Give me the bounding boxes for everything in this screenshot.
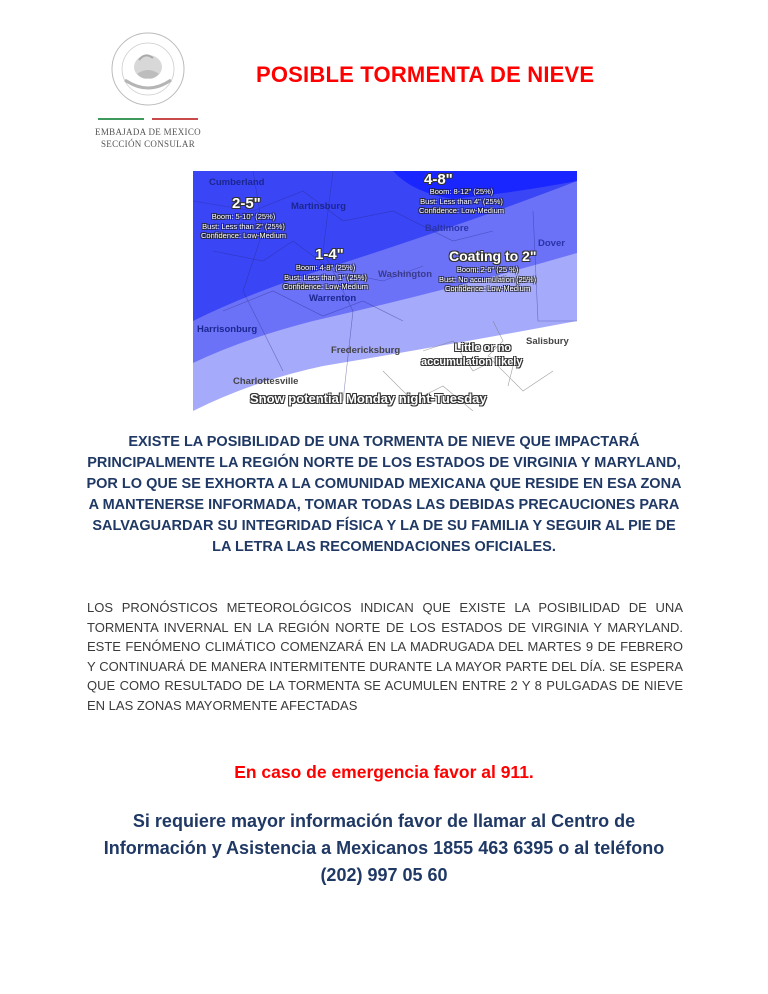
- logo-line-2: SECCIÓN CONSULAR: [100, 139, 196, 149]
- forecast-paragraph: LOS PRONÓSTICOS METEOROLÓGICOS INDICAN QUE EXISTE LA POSIBILIDAD DE UNA TORMENTA INVERNAL EN LA REGIÓN NORTE DE LOS ESTADOS DE VIRGINIA Y MARYLAND. ESTE FENÓMENO CLIMÁTICO COMENZARÁ EN LA MADRUGADA DEL MARTES 9 DE FEBRERO Y CONTINUARÁ DE MANERA INTERMITENTE DURANTE LA MAYOR PARTE DEL DÍA. SE ESPERA QUE COMO RESULTADO DE LA TORMENTA SE ACUMULEN ENTRE 2 Y 8 PULGADAS DE NIEVE EN LAS ZONAS MAYORMENTE AFECTADAS: [87, 600, 683, 713]
- city-warrenton: Warrenton: [309, 293, 357, 304]
- zone-1-4-confidence: Confidence: Low-Medium: [283, 282, 369, 291]
- zone-4-8-details: [419, 187, 504, 216]
- page-title: POSIBLE TORMENTA DE NIEVE: [256, 62, 595, 87]
- zone-coating-details: [439, 265, 536, 294]
- city-baltimore: Baltimore: [425, 223, 469, 234]
- city-washington: Washington: [378, 269, 432, 280]
- zone-1-4-bust: Bust: Less than 1" (25%): [284, 272, 367, 282]
- snow-forecast-map: [193, 171, 577, 411]
- zone-2-5-boom: Boom: 5-10" (25%): [211, 212, 276, 221]
- logo-line-1: EMBAJADA DE MEXICO: [95, 127, 201, 137]
- zone-1-4-boom: Boom: 4-8" (25%): [295, 263, 356, 272]
- zone-coating-boom: Boom: 2-6" (25 %): [456, 265, 519, 274]
- little-accumulation-label: [421, 341, 522, 369]
- zone-1-4-amount: 1-4": [315, 246, 344, 263]
- zone-2-5-confidence: Confidence: Low-Medium: [201, 231, 287, 240]
- zone-2-5-details: [201, 212, 286, 241]
- contact-info: Si requiere mayor información favor de llamar al Centro de Información y Asistencia a Mexicanos 1855 463 6395 o al teléfono (202) 997 05 60: [103, 811, 665, 885]
- map-caption: Snow potential Monday night-Tuesday: [250, 391, 487, 406]
- embassy-logo: [88, 30, 208, 150]
- city-salisbury: Salisbury: [526, 336, 569, 347]
- zone-4-8-confidence: Confidence: Low-Medium: [419, 206, 505, 215]
- zone-coating-amount: Coating to 2": [449, 248, 537, 264]
- little-line-1: Little or no: [454, 342, 512, 354]
- mexico-seal-icon: [109, 30, 187, 108]
- city-harrisonburg: Harrisonburg: [197, 324, 258, 335]
- intro-paragraph: EXISTE LA POSIBILIDAD DE UNA TORMENTA DE NIEVE QUE IMPACTARÁ PRINCIPALMENTE LA REGIÓN NORTE DE LOS ESTADOS DE VIRGINIA Y MARYLAND, POR LO QUE SE EXHORTA A LA COMUNIDAD MEXICANA QUE RESIDE EN ESA ZONA A MANTENERSE INFORMADA, TOMAR TODAS LAS DEBIDAS PRECAUCIONES PARA SALVAGUARDAR SU INTEGRIDAD FÍSICA Y LA DE SU FAMILIA Y SEGUIR AL PIE DE LA LETRA LAS RECOMENDACIONES OFICIALES.: [86, 434, 682, 555]
- flag-line: [88, 118, 208, 120]
- emergency-notice: En caso de emergencia favor al 911.: [234, 762, 534, 782]
- city-charlottesville: Charlottesville: [233, 376, 299, 387]
- little-line-2: accumulation likely: [421, 356, 523, 368]
- city-fredericksburg: Fredericksburg: [331, 345, 401, 356]
- city-cumberland: Cumberland: [209, 177, 265, 188]
- city-dover: Dover: [538, 238, 565, 249]
- zone-2-5-bust: Bust: Less than 2" (25%): [202, 221, 285, 231]
- zone-4-8-amount: 4-8": [424, 171, 453, 188]
- zone-1-4-details: [283, 263, 368, 292]
- zone-4-8-bust: Bust: Less than 4" (25%): [420, 196, 503, 206]
- zone-2-5-amount: 2-5": [232, 195, 261, 212]
- embassy-name: [88, 126, 208, 150]
- city-martinsburg: Martinsburg: [291, 201, 346, 212]
- zone-coating-confidence: Confidence: Low-Medium: [445, 284, 531, 293]
- zone-4-8-boom: Boom: 8-12" (25%): [429, 187, 494, 196]
- zone-coating-bust: Bust: No accumulation (25%): [439, 274, 537, 284]
